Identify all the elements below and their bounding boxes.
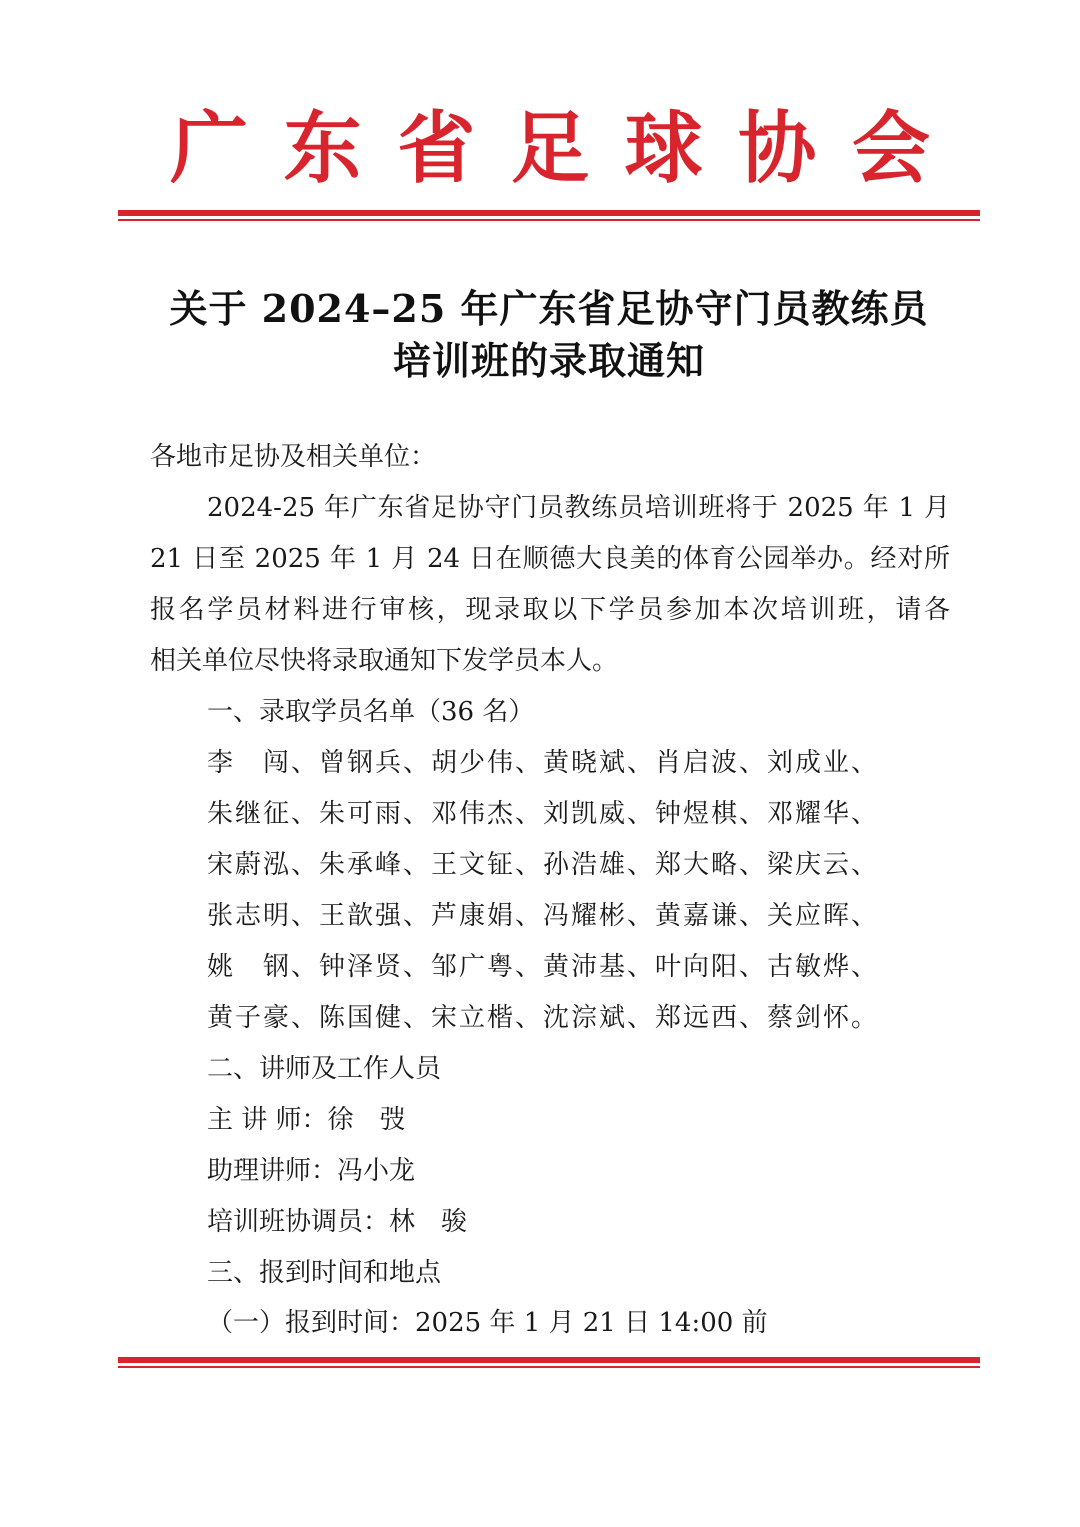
section-heading-registration: 三、报到时间和地点 [207, 1258, 442, 1288]
document-title-line-2: 培训班的录取通知 [392, 338, 705, 383]
org-char: 足 [510, 103, 589, 194]
name-list-row: 李 闯、曾钢兵、胡少伟、黄晓斌、肖启波、刘成业、 [207, 748, 880, 778]
footer-divider [118, 1357, 980, 1368]
name-list-row: 张志明、王歆强、芦康娟、冯耀彬、黄嘉谦、关应晖、 [207, 901, 880, 931]
assistant-lecturer-line: 助理讲师：冯小龙 [207, 1156, 416, 1186]
name-list-row: 朱继征、朱可雨、邓伟杰、刘凯威、钟煜棋、邓耀华、 [207, 799, 880, 829]
intro-line: 2024-25 年广东省足协守门员教练员培训班将于 2025 年 1 月 [207, 493, 950, 523]
intro-line: 21 日至 2025 年 1 月 24 日在顺德大良美的体育公园举办。经对所 [150, 544, 950, 574]
section-heading-admitted: 一、录取学员名单（36 名） [207, 697, 535, 727]
organization-header [170, 92, 930, 192]
org-char: 球 [624, 103, 703, 194]
document-title-line-1: 关于 2024–25 年广东省足协守门员教练员 [169, 286, 929, 331]
name-list-row: 宋蔚泓、朱承峰、王文钲、孙浩雄、郑大略、梁庆云、 [207, 850, 880, 880]
org-char: 会 [851, 103, 930, 194]
org-char: 省 [397, 103, 476, 194]
org-char: 广 [170, 103, 249, 194]
org-char: 协 [738, 103, 817, 194]
intro-line: 相关单位尽快将录取通知下发学员本人。 [150, 646, 619, 676]
org-char: 东 [283, 103, 362, 194]
salutation: 各地市足协及相关单位： [150, 442, 437, 472]
header-divider [118, 210, 980, 221]
registration-time-line: （一）报到时间：2025 年 1 月 21 日 14:00 前 [207, 1308, 768, 1338]
section-heading-staff: 二、讲师及工作人员 [207, 1054, 442, 1084]
coordinator-line: 培训班协调员：林 骏 [207, 1207, 468, 1237]
name-list-row: 黄子豪、陈国健、宋立楷、沈淙斌、郑远西、蔡剑怀。 [207, 1003, 880, 1033]
lecturer-line: 主 讲 师：徐 弢 [207, 1105, 406, 1135]
name-list-row: 姚 钢、钟泽贤、邹广粤、黄沛基、叶向阳、古敏烨、 [207, 952, 880, 982]
intro-line: 报名学员材料进行审核，现录取以下学员参加本次培训班，请各 [150, 595, 950, 625]
